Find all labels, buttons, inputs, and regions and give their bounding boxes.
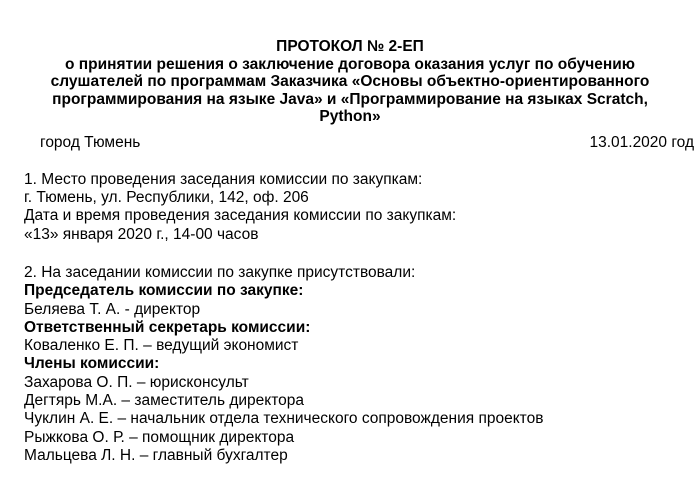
title-subject-line-4: Python» [319, 108, 381, 125]
document-date: 13.01.2020 год [589, 134, 694, 151]
place-heading: 1. Место проведения заседания комиссии по закупкам: [24, 171, 423, 188]
secretary-name: Коваленко Е. П. – ведущий экономист [24, 337, 299, 355]
document-title [0, 38, 700, 126]
section-meeting-place [24, 171, 456, 244]
datetime-value: «13» января 2020 г., 14-00 часов [24, 225, 259, 243]
chair-label: Председатель комиссии по закупке: [24, 282, 304, 300]
members-label: Члены комиссии: [24, 355, 160, 373]
protocol-number: ПРОТОКОЛ № 2-ЕП [276, 38, 424, 55]
secretary-label: Ответственный секретарь комиссии: [24, 318, 311, 336]
title-subject-line-2: слушателей по программам Заказчика «Основы объектно-ориентированного [50, 73, 650, 90]
city: город Тюмень [40, 134, 141, 151]
title-subject-line-3: программирования на языке Java» и «Программирование на языках Scratch, [52, 90, 648, 108]
section-attendees [24, 264, 543, 465]
member-item: Мальцева Л. Н. – главный бухгалтер [24, 446, 288, 464]
member-item: Захарова О. П. – юрисконсульт [24, 373, 249, 391]
member-item: Чуклин А. Е. – начальник отдела технического сопровождения проектов [24, 410, 544, 428]
place-value: г. Тюмень, ул. Республики, 142, оф. 206 [24, 189, 309, 207]
title-subject-line-1: о принятии решения о заключение договора оказания услуг по обучению [65, 55, 635, 73]
member-item: Дегтярь М.А. – заместитель директора [24, 392, 305, 410]
datetime-heading: Дата и время проведения заседания комиссии по закупкам: [24, 207, 457, 225]
member-item: Рыжкова О. Р. – помощник директора [24, 428, 295, 446]
attendees-heading: 2. На заседании комиссии по закупке присутствовали: [24, 264, 416, 281]
chair-name: Беляева Т. А. - директор [24, 300, 201, 318]
